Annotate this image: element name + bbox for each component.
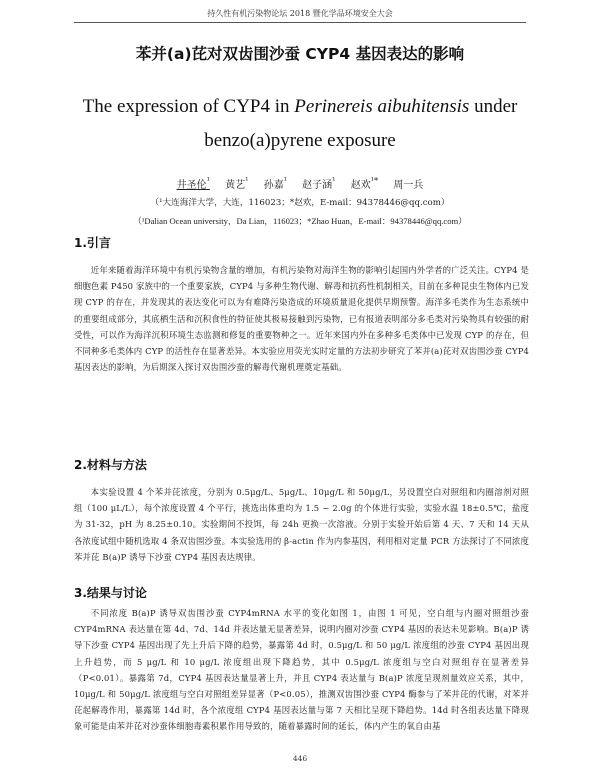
title-english-part2: under benzo(a)pyrene exposure (204, 96, 518, 151)
page-number: 446 (292, 754, 308, 763)
title-chinese: 苯并(a)芘对双齿围沙蚕 CYP4 基因表达的影响 (135, 45, 465, 63)
author-list (0, 176, 600, 191)
section-heading-introduction: 1.引言 (74, 236, 111, 250)
title-english-species: Perinereis aibuhitensis (294, 96, 470, 117)
affiliation-english: （¹Dalian Ocean university，Da Lian，116023；*Zhao Huan，E-mail：94378446@qq.com） (133, 216, 467, 226)
affiliation-chinese: （¹大连海洋大学，大连，116023；*赵欢，E-mail：94378446@qq.com） (150, 198, 450, 208)
section-heading-methods: 2.材料与方法 (74, 458, 147, 472)
results-paragraph: 不同浓度 B(a)P 诱导双齿围沙蚕 CYP4mRNA 水平的变化如图 1，由图 1 可见，空白组与内圈对照组沙蚕 CYP4mRNA 表达量在第 4d、7d、14d 并表达量无显著差异，说明内圈对沙蚕 CYP4 基因的表达未见影响。B(a)P 诱导下沙蚕 CYP4 基因出现了先上升后下降的趋势，暴露第 4d 时，0.5μg/L 和 50 μg/L 浓度组的沙蚕 CYP4 基因出现上升趋势，而 5 μg/L 和 10 μg/L 浓度组出现下降趋势，其中 0.5μg/L 浓度组与空白对照组存在显著差异（P<0.01）。暴露第 7d，CYP4 基因表达量显著上升，并且 CYP4 表达量与 B(a)P 浓度呈现剂量效应关系，其中，10μg/L 和 50μg/L 浓度组与空白对照组差异显著（P<0.05），推测双齿围沙蚕 CYP4 酶参与了苯并芘的代谢，对苯并芘起解毒作用，暴露第 14d 时，各个浓度组 CYP4 基因表达量与第 7 天相比呈现下降趋势。14d 时各组表达量下降现象可能是由苯并芘对沙蚕体细胞毒素积累作用导致的，随着暴露时间的延长，体内产生的氧自由基 (74, 608, 529, 732)
author: 赵欢$^{^1*}$ (350, 176, 379, 192)
title-english-part1: The expression of CYP4 in (82, 96, 295, 117)
author: 井圣伦$^{^1}$ (176, 176, 210, 192)
running-header: 持久性有机污染物论坛 2018 暨化学品环境安全大会 (207, 9, 393, 18)
author: 孙嘉$^{^1}$ (263, 176, 287, 192)
methods-paragraph: 本实验设置 4 个苯并芘浓度，分别为 0.5μg/L、5μg/L、10μg/L 和 50μg/L，另设置空白对照组和内圈溶剂对照组（100 μL/L），每个浓度设置 4 个平行，挑选出体重均为 1.5 ~ 2.0g 的个体进行实验，实验水温 18±0.5℃，盐度为 31-32，pH 为 8.25±0.10。实验期间不投饵，每 24h 更换一次溶液。分别于实验开始后第 4 天、7 天和 14 天从各浓度试组中随机选取 4 条双齿围沙蚕。本实验选用的 β-actin 作为内参基因，利用相对定量 PCR 方法探讨了不同浓度苯并芘 B(a)P 诱导下沙蚕 CYP4 基因表达规律。 (74, 487, 529, 562)
author: 赵子涵$^{^1}$ (302, 176, 336, 192)
author: 黄艺$^{^1}$ (225, 176, 249, 192)
author: 周一兵 (393, 180, 424, 192)
header-divider (74, 22, 526, 23)
section-heading-results: 3.结果与讨论 (74, 586, 147, 600)
title-english (80, 90, 520, 158)
introduction-paragraph: 近年来随着海洋环境中有机污染物含量的增加，有机污染物对海洋生物的影响引起国内外学者的广泛关注。CYP4 是细胞色素 P450 家族中的一个重要家族，CYP4 与多种生物代谢、解毒和抗药性机制相关，目前在多种昆虫生物体内已发现 CYP 的存在，并发现其的表达变化可以为有难降污染造成的环境质量退化提供早期预警。海洋多毛类作为生态系统中的重要组成部分，其底栖生活和沉积食性的特征使其极易接触到污染物，已有报道表明部分多毛类对污染物具有较强的耐受性，可以作为海洋沉积环境生态监测和修复的重要物种之一。近年来国内外在多种多毛类体中已发现 CYP 的存在，但不同种多毛类体内 CYP 的活性存在显著差异。本实验应用荧光实时定量的方法初步研究了苯并(a)芘对双齿围沙蚕 CYP4 基因表达的影响，为后期深入探讨双齿围沙蚕的解毒代谢机理奠定基础。 (74, 265, 529, 373)
